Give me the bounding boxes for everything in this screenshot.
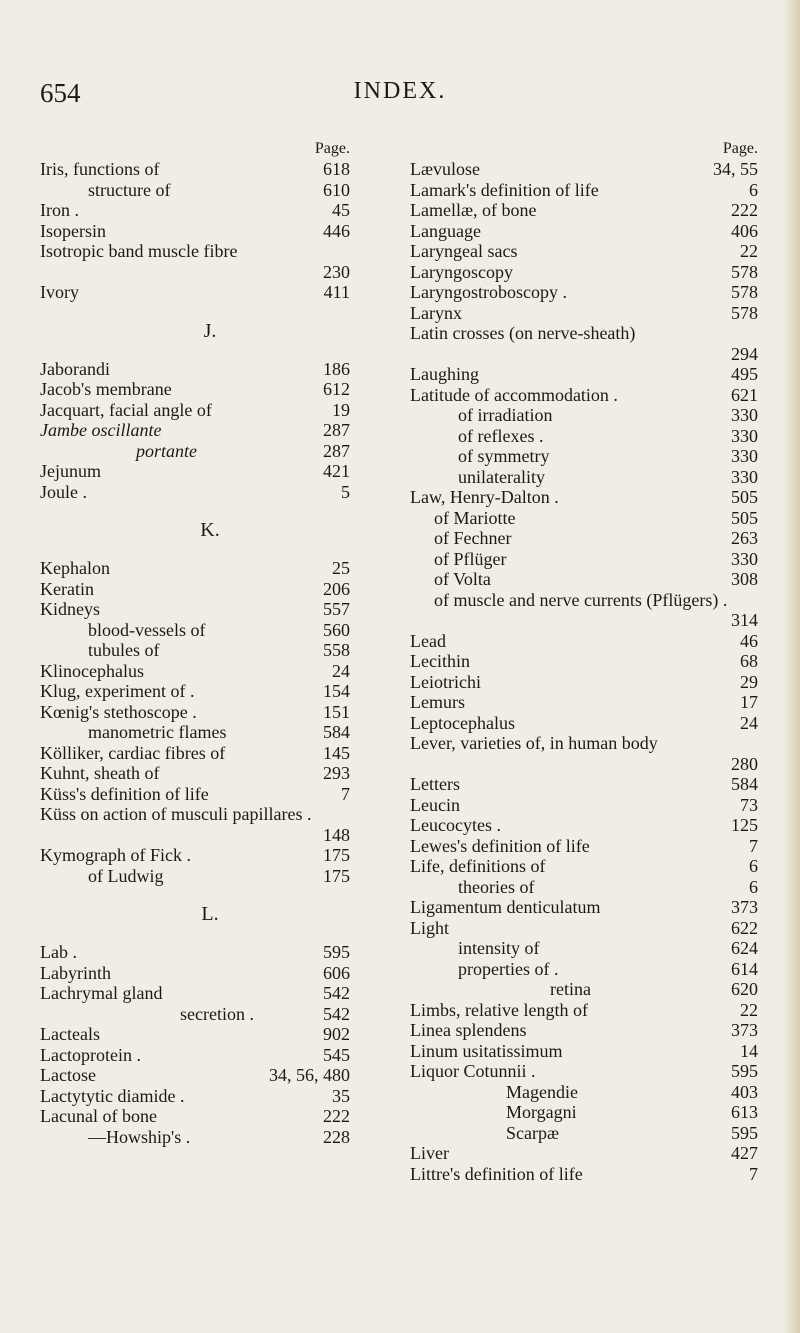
index-term: Leucin xyxy=(410,794,460,815)
index-entry xyxy=(40,200,380,221)
index-term: Linea splendens xyxy=(410,1020,527,1040)
page-column-heading: Page. xyxy=(722,140,758,157)
index-term: Isotropic band muscle fibre xyxy=(40,241,238,261)
index-page-ref: 558 xyxy=(323,640,350,660)
index-page-ref: 618 xyxy=(323,159,350,179)
index-entry xyxy=(40,845,380,866)
index-page-ref: 22 xyxy=(740,999,758,1020)
index-page-ref: 25 xyxy=(332,558,350,578)
index-entry xyxy=(40,804,380,845)
index-entry xyxy=(40,942,380,963)
index-term: Lactytytic diamide . xyxy=(40,1085,185,1106)
index-entry xyxy=(40,1065,380,1086)
index-page-ref: 35 xyxy=(332,1085,350,1106)
index-page-ref: 403 xyxy=(731,1081,758,1102)
index-entry xyxy=(40,159,380,180)
index-page-ref: 287 xyxy=(323,420,350,440)
index-page-ref: 45 xyxy=(332,200,350,220)
index-entry xyxy=(40,180,380,201)
index-term: Labyrinth xyxy=(40,962,111,983)
index-entry xyxy=(410,918,768,939)
index-page-ref: 73 xyxy=(740,794,758,815)
index-entry xyxy=(40,640,380,661)
index-term: Lactoprotein . xyxy=(40,1044,141,1065)
index-term: Klinocephalus xyxy=(40,660,144,681)
index-page-ref: 595 xyxy=(731,1061,758,1081)
index-page-ref: 373 xyxy=(731,897,758,917)
index-term: Laryngeal sacs xyxy=(410,241,518,261)
index-page-ref: 612 xyxy=(323,379,350,399)
index-term: Laryngoscopy xyxy=(410,261,513,282)
index-entry xyxy=(40,743,380,764)
index-term: Language xyxy=(410,220,481,241)
index-page-ref: 263 xyxy=(731,528,758,548)
index-entry xyxy=(40,558,380,579)
index-page-ref: 578 xyxy=(731,261,758,282)
index-entry xyxy=(40,241,380,282)
index-entry xyxy=(410,774,768,795)
index-term: Leiotrichi xyxy=(410,671,481,692)
page-header xyxy=(40,78,760,108)
index-page-ref: 228 xyxy=(323,1126,350,1147)
index-entry xyxy=(410,385,768,406)
index-entry xyxy=(410,323,768,364)
index-page-ref: 330 xyxy=(731,405,758,425)
index-term: Jacquart, facial angle of xyxy=(40,399,212,420)
index-entry xyxy=(410,221,768,242)
index-page-ref: 330 xyxy=(731,466,758,487)
index-entry xyxy=(40,441,380,462)
index-entry xyxy=(40,681,380,702)
index-term: Iron . xyxy=(40,200,79,220)
index-page-ref: 595 xyxy=(731,1122,758,1143)
index-page-ref: 294 xyxy=(731,343,758,364)
index-term: Laryngostroboscopy . xyxy=(410,282,567,302)
index-term: Littre's definition of life xyxy=(410,1163,583,1184)
index-term: Lever, varieties of, in human body xyxy=(410,733,658,753)
index-page-ref: 557 xyxy=(323,599,350,619)
index-term: Isopersin xyxy=(40,220,106,241)
index-page-ref: 7 xyxy=(749,835,758,856)
index-term: Lamark's definition of life xyxy=(410,179,599,200)
index-entry xyxy=(410,836,768,857)
index-term: of Volta xyxy=(434,569,491,589)
index-term: of muscle and nerve currents (Pflügers) . xyxy=(434,589,728,610)
index-page-ref: 495 xyxy=(731,364,758,384)
index-entry xyxy=(40,359,380,380)
index-term: Magendie xyxy=(506,1081,578,1102)
index-entry xyxy=(40,599,380,620)
index-page-ref: 34, 55 xyxy=(713,159,758,179)
index-term: of Ludwig xyxy=(88,865,164,886)
index-entry xyxy=(40,1024,380,1045)
index-term: Lemurs xyxy=(410,692,465,712)
index-page-ref: 560 xyxy=(323,619,350,640)
index-page-ref: 222 xyxy=(731,200,758,220)
index-term: portante xyxy=(136,440,197,461)
index-page-ref: 614 xyxy=(731,958,758,979)
section-letter: K. xyxy=(200,519,220,541)
index-term: Larynx xyxy=(410,302,462,323)
index-term: Kölliker, cardiac fibres of xyxy=(40,742,226,763)
index-term: Lacteals xyxy=(40,1024,100,1044)
index-entry xyxy=(40,1045,380,1066)
index-entry xyxy=(410,241,768,262)
index-entry xyxy=(410,856,768,877)
index-entry xyxy=(40,702,380,723)
index-term: Ivory xyxy=(40,282,79,302)
index-page-ref: 411 xyxy=(323,282,350,302)
index-term: Liquor Cotunnii . xyxy=(410,1061,536,1081)
index-term: Linum usitatissimum xyxy=(410,1040,563,1061)
index-page-ref: 308 xyxy=(731,569,758,589)
index-entry xyxy=(410,590,768,631)
index-term: Lewes's definition of life xyxy=(410,835,590,856)
index-entry xyxy=(40,221,380,242)
index-entry xyxy=(40,722,380,743)
index-entry xyxy=(410,262,768,283)
index-entry xyxy=(40,282,380,303)
index-entry xyxy=(40,379,380,400)
index-entry xyxy=(410,651,768,672)
index-term: Law, Henry-Dalton . xyxy=(410,487,559,507)
index-entry xyxy=(40,661,380,682)
index-page-ref: 584 xyxy=(323,722,350,742)
index-term: unilaterality xyxy=(458,466,545,487)
index-entry xyxy=(410,487,768,508)
index-term: Lamellæ, of bone xyxy=(410,200,537,220)
index-term: Kymograph of Fick . xyxy=(40,845,191,865)
index-term: tubules of xyxy=(88,640,160,660)
index-page-ref: 578 xyxy=(731,302,758,323)
index-entry xyxy=(410,180,768,201)
index-page-ref: 186 xyxy=(323,358,350,379)
index-page-ref: 287 xyxy=(323,440,350,461)
section-letter: J. xyxy=(203,319,217,342)
index-entry xyxy=(40,420,380,441)
index-entry xyxy=(40,1004,380,1025)
index-entry xyxy=(410,1000,768,1021)
index-term: Küss on action of musculi papillares . xyxy=(40,804,312,824)
index-page-ref: 584 xyxy=(731,774,758,794)
index-page-ref: 154 xyxy=(323,681,350,701)
index-page-ref: 330 xyxy=(731,548,758,569)
index-entry xyxy=(40,579,380,600)
index-page-ref: 606 xyxy=(323,962,350,983)
section-letter: L. xyxy=(201,903,219,925)
index-entry xyxy=(40,1086,380,1107)
index-entry xyxy=(410,569,768,590)
index-entry xyxy=(410,733,768,774)
index-entry xyxy=(410,672,768,693)
index-entry xyxy=(410,1123,768,1144)
index-term: of reflexes . xyxy=(458,425,544,446)
index-page-ref: 230 xyxy=(323,261,350,282)
index-page-ref: 24 xyxy=(332,660,350,681)
index-term: of Mariotte xyxy=(434,507,516,528)
index-term: Limbs, relative length of xyxy=(410,999,588,1020)
index-page-ref: 6 xyxy=(749,856,758,876)
index-entry xyxy=(410,815,768,836)
index-term: Klug, experiment of . xyxy=(40,681,195,701)
index-term: Jacob's membrane xyxy=(40,379,172,399)
index-page-ref: 22 xyxy=(740,241,758,261)
index-page-ref: 175 xyxy=(323,865,350,886)
index-entry xyxy=(410,159,768,180)
index-page-ref: 5 xyxy=(341,481,350,502)
index-page-ref: 175 xyxy=(323,845,350,865)
index-page-ref: 293 xyxy=(323,763,350,783)
index-term: Lacunal of bone xyxy=(40,1106,157,1126)
index-page-ref: 17 xyxy=(740,692,758,712)
index-entry xyxy=(410,713,768,734)
index-term: of Pflüger xyxy=(434,548,507,569)
index-page-ref: 151 xyxy=(323,701,350,722)
index-page-ref: 14 xyxy=(740,1040,758,1061)
index-term: of Fechner xyxy=(434,528,512,548)
index-entry xyxy=(410,282,768,303)
index-entry xyxy=(410,549,768,570)
index-term: Jejunum xyxy=(40,461,101,481)
index-entry xyxy=(410,1020,768,1041)
index-term: intensity of xyxy=(458,938,540,958)
index-page-ref: 46 xyxy=(740,630,758,651)
index-page-ref: 29 xyxy=(740,671,758,692)
index-term: Küss's definition of life xyxy=(40,783,209,804)
index-page-ref: 7 xyxy=(749,1163,758,1184)
index-term: of irradiation xyxy=(458,405,553,425)
page-column-heading: Page. xyxy=(314,140,350,157)
index-entry xyxy=(410,303,768,324)
index-page-ref: 624 xyxy=(731,938,758,958)
index-term: Morgagni xyxy=(506,1102,577,1122)
index-term: Life, definitions of xyxy=(410,856,546,876)
left-column xyxy=(40,139,380,1147)
right-entries xyxy=(410,159,768,1184)
index-term: Lab . xyxy=(40,942,77,962)
index-entry xyxy=(40,784,380,805)
index-term: structure of xyxy=(88,179,171,200)
index-page-ref: 902 xyxy=(323,1024,350,1044)
index-page-ref: 545 xyxy=(323,1044,350,1065)
index-entry xyxy=(40,1127,380,1148)
index-term: Latin crosses (on nerve-sheath) xyxy=(410,323,636,343)
index-term: properties of . xyxy=(458,958,559,979)
index-page-ref: 613 xyxy=(731,1102,758,1122)
index-term: manometric flames xyxy=(88,722,227,742)
index-entry xyxy=(40,963,380,984)
index-entry xyxy=(410,446,768,467)
index-term: secretion . xyxy=(180,1003,254,1024)
index-page-ref: 505 xyxy=(731,507,758,528)
index-entry xyxy=(410,1082,768,1103)
index-term: of symmetry xyxy=(458,446,550,466)
index-entry xyxy=(410,528,768,549)
index-entry xyxy=(410,426,768,447)
index-page-ref: 6 xyxy=(749,179,758,200)
running-title: INDEX. xyxy=(353,78,447,104)
index-term: Light xyxy=(410,917,449,938)
index-term: Iris, functions of xyxy=(40,159,160,179)
index-entry xyxy=(40,482,380,503)
index-term: Kuhnt, sheath of xyxy=(40,763,160,783)
page-number: 654 xyxy=(40,78,81,108)
index-page-ref: 406 xyxy=(731,220,758,241)
index-page-ref: 24 xyxy=(740,712,758,733)
index-page-ref: 610 xyxy=(323,179,350,200)
index-page-ref: 34, 56, 480 xyxy=(269,1065,350,1085)
index-page-ref: 19 xyxy=(332,399,350,420)
index-entry xyxy=(410,795,768,816)
index-entry xyxy=(410,938,768,959)
index-entry xyxy=(410,692,768,713)
index-term: Lactose xyxy=(40,1065,96,1085)
index-entry xyxy=(410,405,768,426)
index-entry xyxy=(410,897,768,918)
index-page-ref: 206 xyxy=(323,578,350,599)
index-term: blood-vessels of xyxy=(88,619,206,640)
page-edge-shadow xyxy=(782,0,800,1333)
index-term: Lecithin xyxy=(410,651,470,671)
index-term: Jaborandi xyxy=(40,358,110,379)
index-page-ref: 542 xyxy=(323,983,350,1003)
index-entry xyxy=(40,763,380,784)
index-page-ref: 621 xyxy=(731,384,758,405)
index-page-ref: 427 xyxy=(731,1143,758,1163)
index-page-ref: 7 xyxy=(341,783,350,804)
index-entry xyxy=(40,983,380,1004)
index-entry xyxy=(410,877,768,898)
index-entry xyxy=(410,631,768,652)
index-term: Latitude of accommodation . xyxy=(410,384,618,405)
index-page-ref: 622 xyxy=(731,917,758,938)
right-column xyxy=(410,139,768,1184)
index-page-ref: 595 xyxy=(323,942,350,962)
index-term: Kidneys xyxy=(40,599,100,619)
index-page-ref: 148 xyxy=(323,824,350,845)
index-page-ref: 222 xyxy=(323,1106,350,1126)
index-entry xyxy=(410,1102,768,1123)
index-page-ref: 373 xyxy=(731,1020,758,1040)
index-entry xyxy=(410,1164,768,1185)
index-term: Letters xyxy=(410,774,460,794)
index-page-ref: 280 xyxy=(731,753,758,774)
index-entry xyxy=(40,461,380,482)
index-entry xyxy=(410,959,768,980)
index-term: Kephalon xyxy=(40,558,110,578)
index-entry xyxy=(40,1106,380,1127)
index-entry xyxy=(410,1061,768,1082)
index-term: —Howship's . xyxy=(88,1126,191,1147)
index-page-ref: 314 xyxy=(731,610,758,630)
index-term: Laughing xyxy=(410,364,479,384)
index-entry xyxy=(410,364,768,385)
index-term: Lead xyxy=(410,630,446,651)
index-entry xyxy=(410,1143,768,1164)
index-term: Scarpæ xyxy=(506,1122,559,1143)
index-term: Liver xyxy=(410,1143,449,1163)
index-term: Kœnig's stethoscope . xyxy=(40,701,197,722)
index-term: Leucocytes . xyxy=(410,815,501,835)
index-term: theories of xyxy=(458,876,535,897)
index-page-ref: 68 xyxy=(740,651,758,671)
index-term: Leptocephalus xyxy=(410,712,515,733)
index-page-ref: 620 xyxy=(731,979,758,999)
index-entry xyxy=(410,200,768,221)
index-term: retina xyxy=(550,979,591,999)
index-term: Ligamentum denticulatum xyxy=(410,897,601,917)
index-term: Keratin xyxy=(40,578,94,599)
index-entry xyxy=(410,1041,768,1062)
index-page-ref: 6 xyxy=(749,876,758,897)
index-page-ref: 330 xyxy=(731,425,758,446)
index-term: Jambe oscillante xyxy=(40,420,162,440)
index-page-ref: 145 xyxy=(323,742,350,763)
index-page-ref: 125 xyxy=(731,815,758,835)
index-page-ref: 578 xyxy=(731,282,758,302)
left-entries xyxy=(40,159,380,1147)
index-term: Joule . xyxy=(40,481,87,502)
index-entry xyxy=(410,979,768,1000)
index-entry xyxy=(410,508,768,529)
index-page-ref: 542 xyxy=(323,1003,350,1024)
index-page-ref: 330 xyxy=(731,446,758,466)
index-term: Lævulose xyxy=(410,159,480,179)
index-entry xyxy=(410,467,768,488)
index-entry xyxy=(40,620,380,641)
index-page-ref: 421 xyxy=(323,461,350,481)
index-page-ref: 505 xyxy=(731,487,758,507)
index-entry xyxy=(40,866,380,887)
index-entry xyxy=(40,400,380,421)
index-page-ref: 446 xyxy=(323,220,350,241)
index-term: Lachrymal gland xyxy=(40,983,163,1003)
